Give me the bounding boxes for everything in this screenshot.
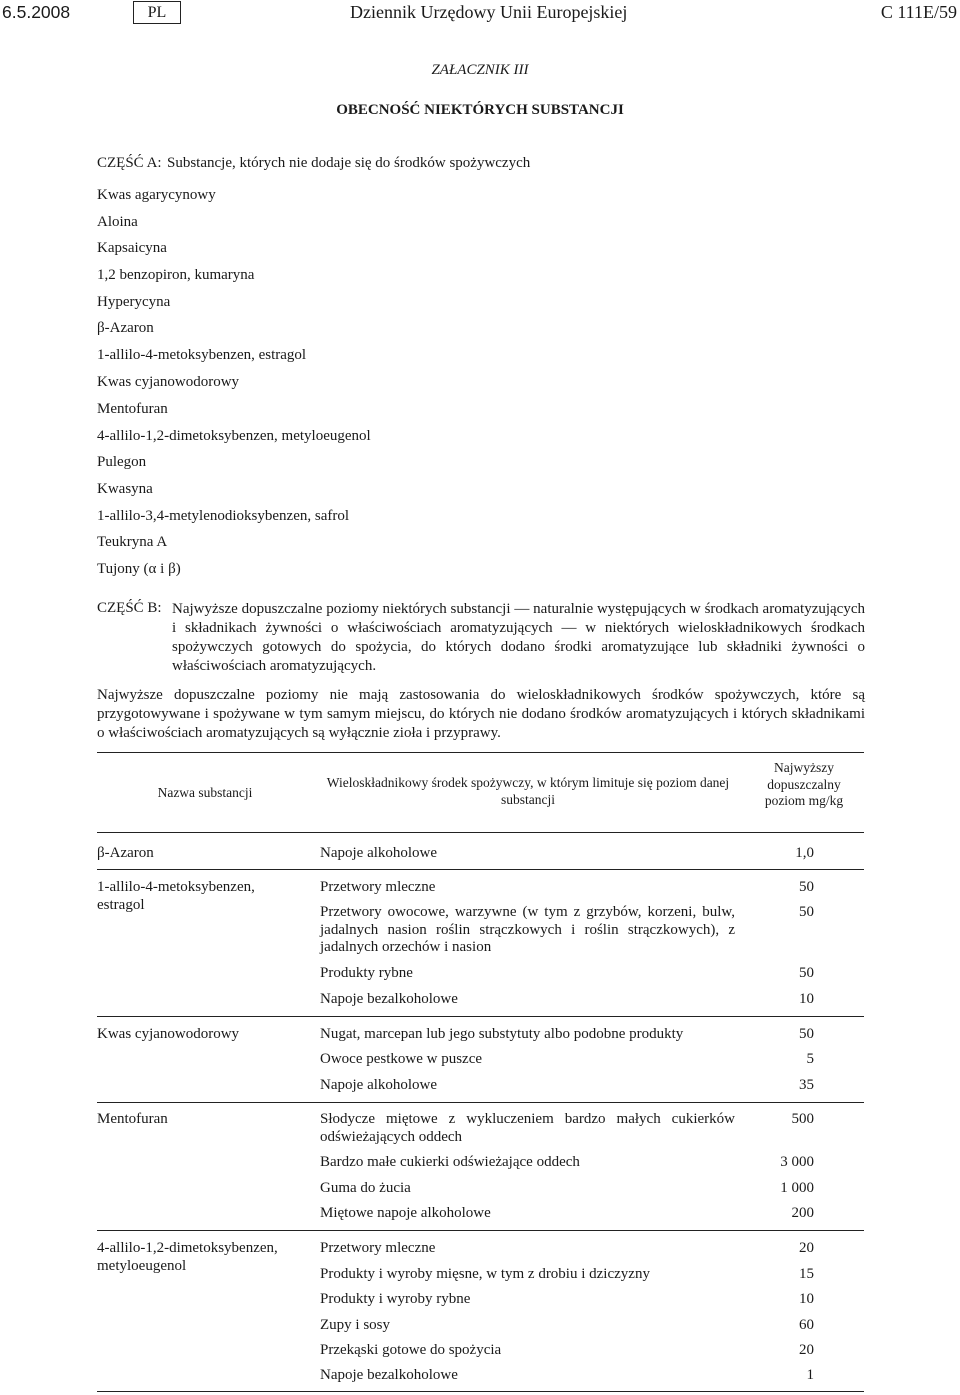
- part-a-heading: Substancje, których nie dodaje się do środków spożywczych: [167, 155, 531, 171]
- table-cell-food: Słodycze miętowe z wykluczeniem bardzo małych cukierków odświeżających oddech: [320, 1111, 735, 1145]
- column-header-level: Najwyższy dopuszczalny poziom mg/kg: [764, 760, 844, 808]
- table-cell-food: Miętowe napoje alkoholowe: [320, 1205, 491, 1221]
- table-cell-value: 50: [799, 879, 814, 895]
- table-cell-value: 20: [799, 1240, 814, 1256]
- table-cell-value: 1 000: [780, 1180, 814, 1196]
- table-cell-food: Napoje alkoholowe: [320, 1077, 438, 1093]
- table-rule-bottom: [97, 1391, 864, 1392]
- table-rule: [97, 1230, 864, 1231]
- table-rule-header: [97, 832, 864, 833]
- list-item: β-Azaron: [97, 320, 154, 336]
- column-header-food: Wieloskładnikowy środek spożywczy, w którym limituje się poziom danej substancji: [326, 775, 730, 807]
- table-cell-substance: 4-allilo-1,2-dimetoksybenzen, metyloeugenol: [97, 1240, 278, 1274]
- table-cell-food: Nugat, marcepan lub jego substytuty albo podobne produkty: [320, 1026, 684, 1042]
- journal-title: Dziennik Urzędowy Unii Europejskiej: [350, 2, 628, 22]
- table-cell-food: Zupy i sosy: [320, 1317, 391, 1333]
- table-cell-value: 15: [799, 1266, 814, 1282]
- publication-date: 6.5.2008: [2, 2, 71, 22]
- table-cell-food: Produkty i wyroby mięsne, w tym z drobiu i dziczyzny: [320, 1266, 650, 1282]
- table-rule: [97, 1102, 864, 1103]
- list-item: Kwas cyjanowodorowy: [97, 374, 240, 390]
- page-title: OBECNOŚĆ NIEKTÓRYCH SUBSTANCJI: [336, 102, 624, 118]
- table-cell-food: Produkty i wyroby rybne: [320, 1291, 471, 1307]
- list-item: Hyperycyna: [97, 294, 171, 310]
- list-item: 4-allilo-1,2-dimetoksybenzen, metyloeugenol: [97, 428, 371, 444]
- table-cell-value: 20: [799, 1342, 814, 1358]
- table-cell-food: Przetwory mleczne: [320, 1240, 436, 1256]
- table-cell-food: Owoce pestkowe w puszce: [320, 1051, 483, 1067]
- table-cell-value: 50: [799, 904, 814, 920]
- table-cell-value: 5: [806, 1051, 814, 1067]
- table-cell-value: 500: [791, 1111, 814, 1127]
- table-rule-top: [97, 752, 864, 753]
- intro-paragraph: Najwyższe dopuszczalne poziomy nie mają zastosowania do wieloskładnikowych środków spożywczych, które są przygotowywane i spożywane w tym samym miejscu, do których nie dodano środków aromatyzujących i których składnikami o właściwościach aromatyzujących są wyłącznie zioła i przyprawy.: [97, 687, 865, 741]
- table-cell-value: 50: [799, 1026, 814, 1042]
- list-item: Pulegon: [97, 454, 147, 470]
- annex-label: ZAŁACZNIK III: [431, 62, 529, 78]
- table-cell-value: 10: [799, 1291, 814, 1307]
- list-item: 1-allilo-4-metoksybenzen, estragol: [97, 347, 307, 363]
- table-cell-substance: β-Azaron: [97, 845, 154, 861]
- table-cell-value: 10: [799, 991, 814, 1007]
- table-cell-substance: 1-allilo-4-metoksybenzen, estragol: [97, 879, 255, 913]
- page-reference: C 111E/59: [880, 2, 957, 22]
- column-header-substance: Nazwa substancji: [157, 785, 253, 800]
- table-cell-value: 60: [799, 1317, 814, 1333]
- list-item: Teukryna A: [97, 534, 168, 550]
- table-cell-value: 35: [799, 1077, 814, 1093]
- table-cell-food: Napoje bezalkoholowe: [320, 991, 458, 1007]
- table-cell-value: 3 000: [780, 1154, 814, 1170]
- list-item: Kwas agarycynowy: [97, 187, 216, 203]
- table-cell-food: Przetwory owocowe, warzywne (w tym z grzybów, korzeni, bulw, jadalnych nasion roślin strączkowych i roślin strączkowych), z jadalnych orzechów i nasion: [320, 904, 735, 955]
- table-cell-food: Guma do żucia: [320, 1180, 411, 1196]
- table-cell-substance: Kwas cyjanowodorowy: [97, 1026, 240, 1042]
- table-rule: [97, 869, 864, 870]
- part-b-heading: Najwyższe dopuszczalne poziomy niektórych substancji — naturalnie występujących w środkach aromatyzujących i składnikach żywności o właściwościach aromatyzujących — w niektórych wieloskładnikowych środkach spożywczych gotowych do spożycia, do których dodano środki aromatyzujące lub składniki żywności o właściwościach aromatyzujących.: [172, 601, 865, 674]
- table-cell-food: Przetwory mleczne: [320, 879, 436, 895]
- table-cell-food: Bardzo małe cukierki odświeżające oddech: [320, 1154, 580, 1170]
- list-item: Kapsaicyna: [97, 240, 167, 256]
- part-b-label: CZĘŚĆ B:: [97, 600, 162, 616]
- list-item: Aloina: [97, 214, 138, 230]
- list-item: Tujony (α i β): [97, 561, 181, 577]
- table-cell-food: Napoje bezalkoholowe: [320, 1367, 458, 1383]
- list-item: Mentofuran: [97, 401, 168, 417]
- table-cell-substance: Mentofuran: [97, 1111, 168, 1127]
- list-item: 1,2 benzopiron, kumaryna: [97, 267, 255, 283]
- language-box: PL: [133, 1, 181, 24]
- list-item: Kwasyna: [97, 481, 153, 497]
- table-cell-food: Napoje alkoholowe: [320, 845, 438, 861]
- table-cell-food: Produkty rybne: [320, 965, 413, 981]
- table-cell-value: 1,0: [795, 845, 814, 861]
- table-cell-value: 1: [806, 1367, 814, 1383]
- table-cell-value: 50: [799, 965, 814, 981]
- table-rule: [97, 1016, 864, 1017]
- list-item: 1-allilo-3,4-metylenodioksybenzen, safrol: [97, 508, 350, 524]
- table-cell-food: Przekąski gotowe do spożycia: [320, 1342, 502, 1358]
- table-cell-value: 200: [791, 1205, 814, 1221]
- part-a-label: CZĘŚĆ A:: [97, 155, 162, 171]
